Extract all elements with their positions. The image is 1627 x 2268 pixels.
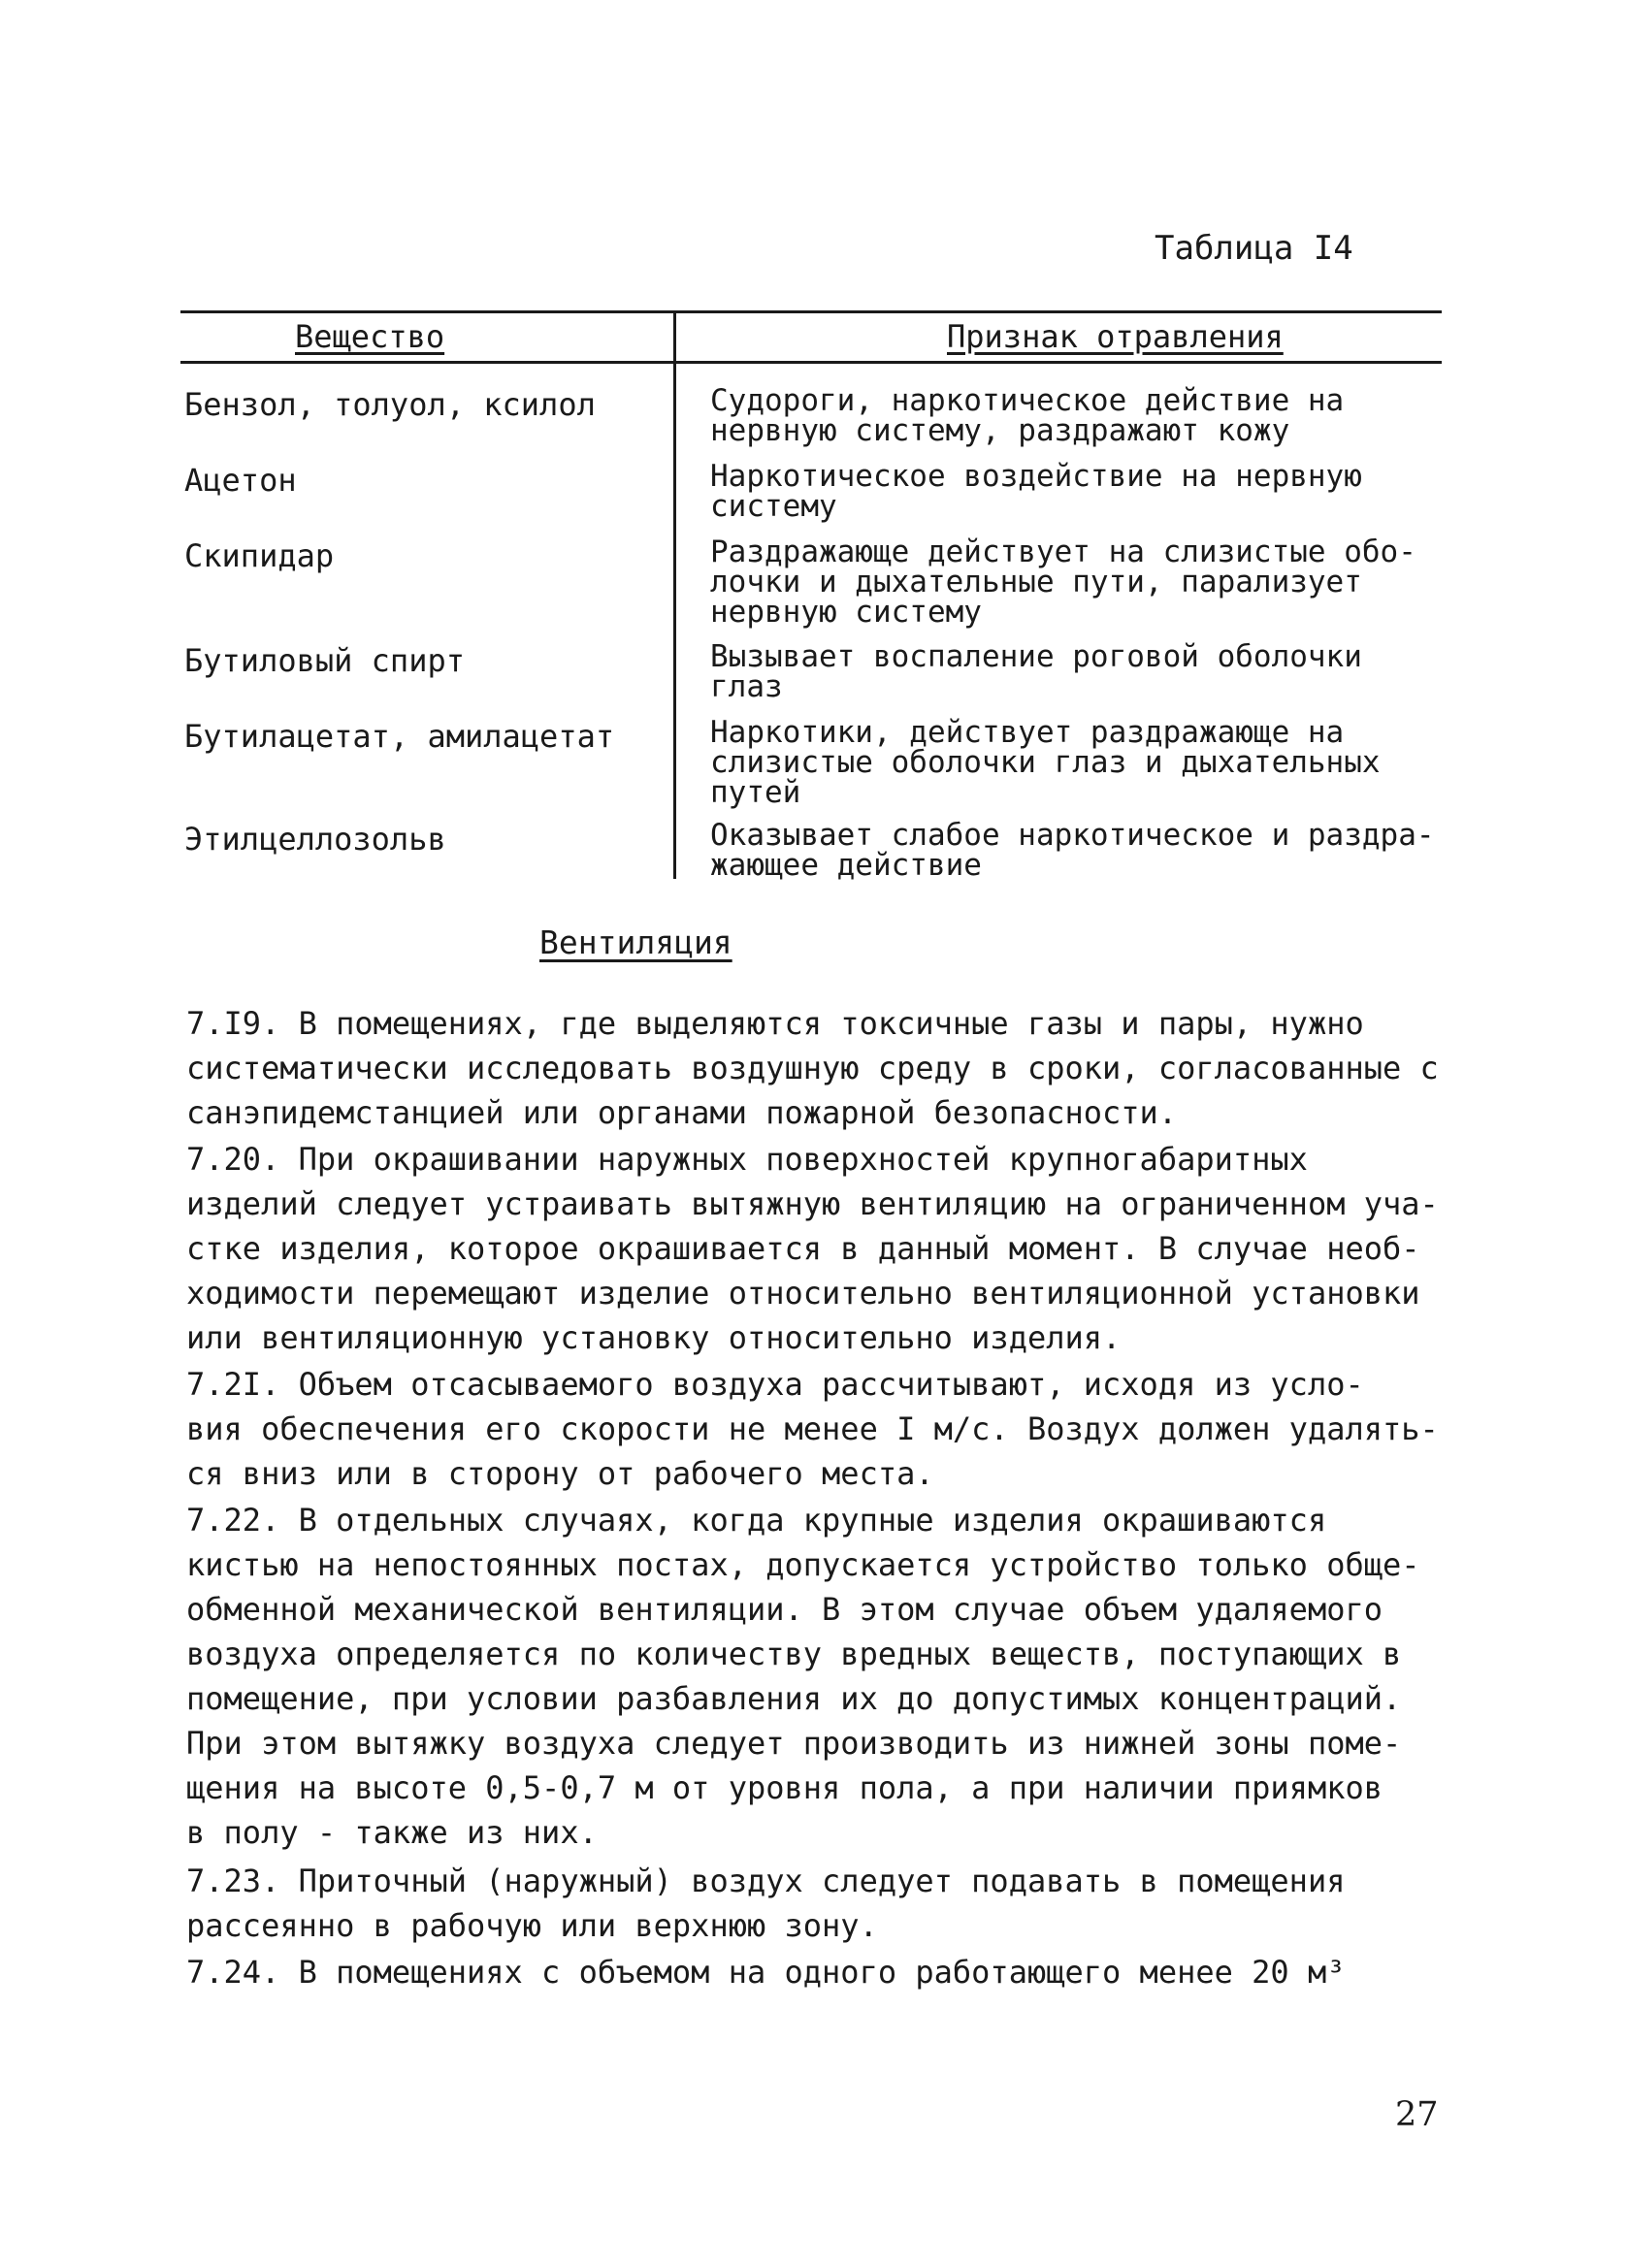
table-column-divider [673,310,676,879]
page-number: 27 [1395,2095,1439,2134]
paragraph-7-21: 7.2I. Объем отсасываемого воздуха рассчитывают, исходя из усло- вия обеспечения его скорости не менее I м/с. Воздух должен удалять- ся вниз или в сторону от рабочего места. [186,1366,1439,1492]
table-header-sign: Признак отравления [947,318,1284,355]
paragraph-7-20: 7.20. При окрашивании наружных поверхностей крупногабаритных изделий следует устраивать вытяжную вентиляцию на ограниченном уча- стке изделия, которое окрашивается в данный момент. В случае необ- ходимости перемещают изделие относительно вентиляционной установки или вентиляционную установку относительно изделия. [186,1141,1439,1356]
table-cell-substance: Ацетон [184,462,297,499]
table-cell-sign: Судороги, наркотическое действие на нервную систему, раздражают кожу [710,383,1345,448]
table-caption: Таблица I4 [1155,229,1353,268]
table-cell-substance: Этилцеллозольв [184,821,446,858]
table-header-rule [180,361,1442,364]
paragraph-7-23: 7.23. Приточный (наружный) воздух следует подавать в помещения рассеянно в рабочую или верхнюю зону. [186,1863,1346,1944]
table-cell-sign: Раздражающе действует на слизистые обо- лочки и дыхательные пути, парализует нервную систему [710,535,1416,630]
table-cell-sign: Оказывает слабое наркотическое и раздра- жающее действие [710,818,1435,883]
table-cell-substance: Бутиловый спирт [184,642,465,679]
paragraph-7-19: 7.I9. В помещениях, где выделяются токсичные газы и пары, нужно систематически исследовать воздушную среду в сроки, согласованные с санэпидемстанцией или органами пожарной безопасности. [186,1005,1439,1131]
table-cell-substance: Скипидар [184,537,335,574]
paragraph-7-22: 7.22. В отдельных случаях, когда крупные изделия окрашиваются кистью на непостоянных постах, допускается устройство только обще- обменной механической вентиляции. В этом случае объем удаляемого воздуха определяется по количеству вредных веществ, поступающих в помещение, при условии разбавления их до допустимых концентраций. При этом вытяжку воздуха следует производить из нижней зоны поме- щения на высоте 0,5-0,7 м от уровня пола, а при наличии приямков в полу - также из них. [186,1502,1420,1851]
table-top-rule [180,310,1442,313]
table-cell-substance: Бутилацетат, амилацетат [184,718,615,755]
table-header-substance: Вещество [295,318,445,355]
table-cell-sign: Наркотики, действует раздражающе на слизистые оболочки глаз и дыхательных путей [710,715,1381,810]
table-cell-substance: Бензол, толуол, ксилол [184,386,596,423]
table-cell-sign: Наркотическое воздействие на нервную систему [710,459,1362,524]
table-cell-sign: Вызывает воспаление роговой оболочки глаз [710,639,1362,704]
paragraph-7-24: 7.24. В помещениях с объемом на одного работающего менее 20 м³ [186,1954,1346,1991]
section-title: Вентиляция [539,923,732,961]
